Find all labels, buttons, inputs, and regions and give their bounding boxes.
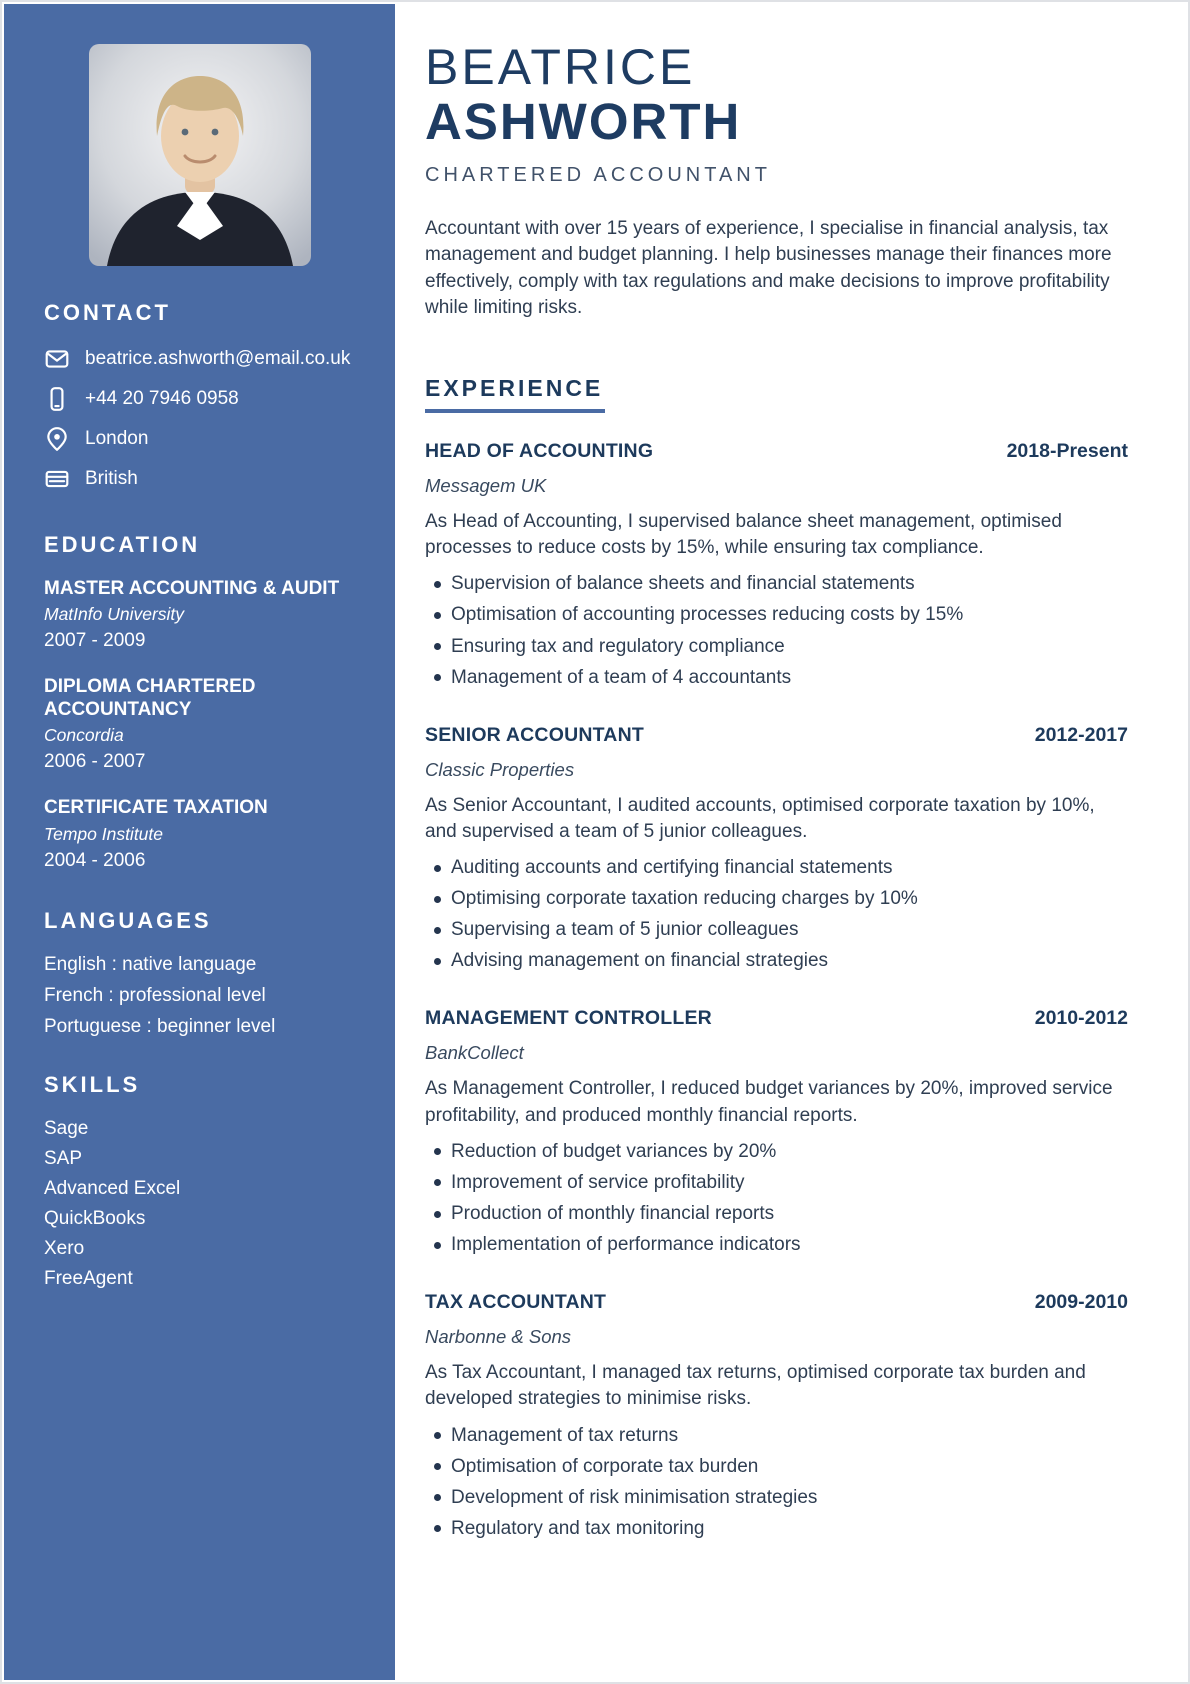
contact-item-nationality <box>44 466 355 492</box>
experience-entry <box>425 724 1128 974</box>
contact-heading: CONTACT <box>44 300 171 325</box>
job-dates: 2009-2010 <box>1034 1291 1128 1314</box>
job-bullet: Optimisation of corporate tax burden <box>425 1454 1128 1479</box>
job-bullet-list <box>425 1139 1128 1257</box>
location-icon <box>44 426 70 452</box>
job-title: HEAD OF ACCOUNTING <box>425 439 654 462</box>
job-bullet-list <box>425 1423 1128 1541</box>
job-bullet: Regulatory and tax monitoring <box>425 1516 1128 1541</box>
education-years: 2004 - 2006 <box>44 849 146 871</box>
skills-heading: SKILLS <box>44 1071 141 1097</box>
contact-nationality-text: British <box>85 468 138 489</box>
language-item: English : native language <box>44 953 257 975</box>
contact-phone-text: +44 20 7946 0958 <box>85 388 239 409</box>
education-degree: DIPLOMA CHARTERED ACCOUNTANCY <box>44 676 256 720</box>
job-bullet-list <box>425 855 1128 973</box>
education-school: MatInfo University <box>44 604 185 625</box>
job-bullet: Optimisation of accounting processes reducing costs by 15% <box>425 602 1128 627</box>
experience-entry <box>425 1007 1128 1257</box>
job-bullet: Ensuring tax and regulatory compliance <box>425 634 1128 659</box>
language-item: Portuguese : beginner level <box>44 1015 276 1037</box>
id-card-icon <box>44 466 70 492</box>
contact-item-phone <box>44 386 355 412</box>
job-dates: 2018-Present <box>1006 439 1128 462</box>
experience-entry <box>425 1291 1128 1541</box>
job-bullet: Management of tax returns <box>425 1423 1128 1448</box>
profile-photo-illustration <box>89 44 311 266</box>
education-item <box>44 676 355 773</box>
job-description: As Head of Accounting, I supervised balance sheet management, optimised processes to reduce costs by 15%, while ensuring tax compliance. <box>425 510 1062 559</box>
email-icon <box>44 346 70 372</box>
skill-item: SAP <box>44 1147 83 1169</box>
job-bullet: Auditing accounts and certifying financial statements <box>425 855 1128 880</box>
job-bullet: Optimising corporate taxation reducing charges by 10% <box>425 886 1128 911</box>
education-school: Tempo Institute <box>44 823 164 844</box>
job-title: MANAGEMENT CONTROLLER <box>425 1007 712 1030</box>
page-title: CHARTERED ACCOUNTANT <box>425 164 771 187</box>
job-bullet: Supervision of balance sheets and financial statements <box>425 571 1128 596</box>
last-name: ASHWORTH <box>425 93 742 150</box>
contact-item-location <box>44 426 355 452</box>
experience-heading: EXPERIENCE <box>425 375 605 413</box>
job-bullet: Implementation of performance indicators <box>425 1232 1128 1257</box>
job-company: BankCollect <box>425 1042 524 1064</box>
contact-location-text: London <box>85 428 149 449</box>
skill-item: QuickBooks <box>44 1207 146 1229</box>
job-bullet: Reduction of budget variances by 20% <box>425 1139 1128 1164</box>
languages-heading: LANGUAGES <box>44 907 212 933</box>
education-item <box>44 578 355 652</box>
job-company: Messagem UK <box>425 474 547 496</box>
education-years: 2006 - 2007 <box>44 751 146 773</box>
job-description: As Tax Accountant, I managed tax returns, optimised corporate tax burden and developed strategies to minimise risks. <box>425 1362 1086 1410</box>
education-degree: CERTIFICATE TAXATION <box>44 797 268 819</box>
skill-item: Sage <box>44 1117 89 1139</box>
skill-item: Advanced Excel <box>44 1177 181 1199</box>
job-description: As Senior Accountant, I audited accounts, optimised corporate taxation by 10%, and supervised a team of 5 junior colleagues. <box>425 794 1095 842</box>
job-dates: 2012-2017 <box>1034 723 1128 746</box>
profile-photo <box>89 44 311 266</box>
job-bullet: Production of monthly financial reports <box>425 1201 1128 1226</box>
job-company: Narbonne & Sons <box>425 1326 572 1348</box>
job-dates: 2010-2012 <box>1034 1007 1128 1030</box>
job-description: As Management Controller, I reduced budget variances by 20%, improved service profitability, and produced monthly financial reports. <box>425 1078 1113 1126</box>
job-bullet: Improvement of service profitability <box>425 1170 1128 1195</box>
main-column <box>395 4 1186 1680</box>
job-title: TAX ACCOUNTANT <box>425 1291 607 1314</box>
job-title: SENIOR ACCOUNTANT <box>425 723 644 746</box>
profile-summary: Accountant with over 15 years of experience, I specialise in financial analysis, tax management and budget planning. I help businesses manage their finances more effectively, comply with tax regulations and make decisions to improve profitability while limiting risks. <box>425 218 1112 318</box>
job-bullet: Management of a team of 4 accountants <box>425 665 1128 690</box>
job-company: Classic Properties <box>425 758 575 780</box>
job-bullet: Supervising a team of 5 junior colleagues <box>425 917 1128 942</box>
education-heading: EDUCATION <box>44 532 201 557</box>
first-name: BEATRICE <box>425 39 696 95</box>
skill-item: Xero <box>44 1237 85 1259</box>
skill-item: FreeAgent <box>44 1267 133 1289</box>
sidebar <box>4 4 395 1680</box>
education-school: Concordia <box>44 725 124 746</box>
phone-icon <box>44 386 70 412</box>
contact-email-text: beatrice.ashworth@email.co.uk <box>85 348 351 369</box>
education-years: 2007 - 2009 <box>44 630 146 652</box>
job-bullet-list <box>425 571 1128 689</box>
education-item <box>44 797 355 871</box>
education-degree: MASTER ACCOUNTING & AUDIT <box>44 578 340 599</box>
experience-entry <box>425 440 1128 690</box>
language-item: French : professional level <box>44 984 266 1006</box>
job-bullet: Development of risk minimisation strategies <box>425 1485 1128 1510</box>
contact-item-email <box>44 346 355 372</box>
job-bullet: Advising management on financial strategies <box>425 948 1128 973</box>
